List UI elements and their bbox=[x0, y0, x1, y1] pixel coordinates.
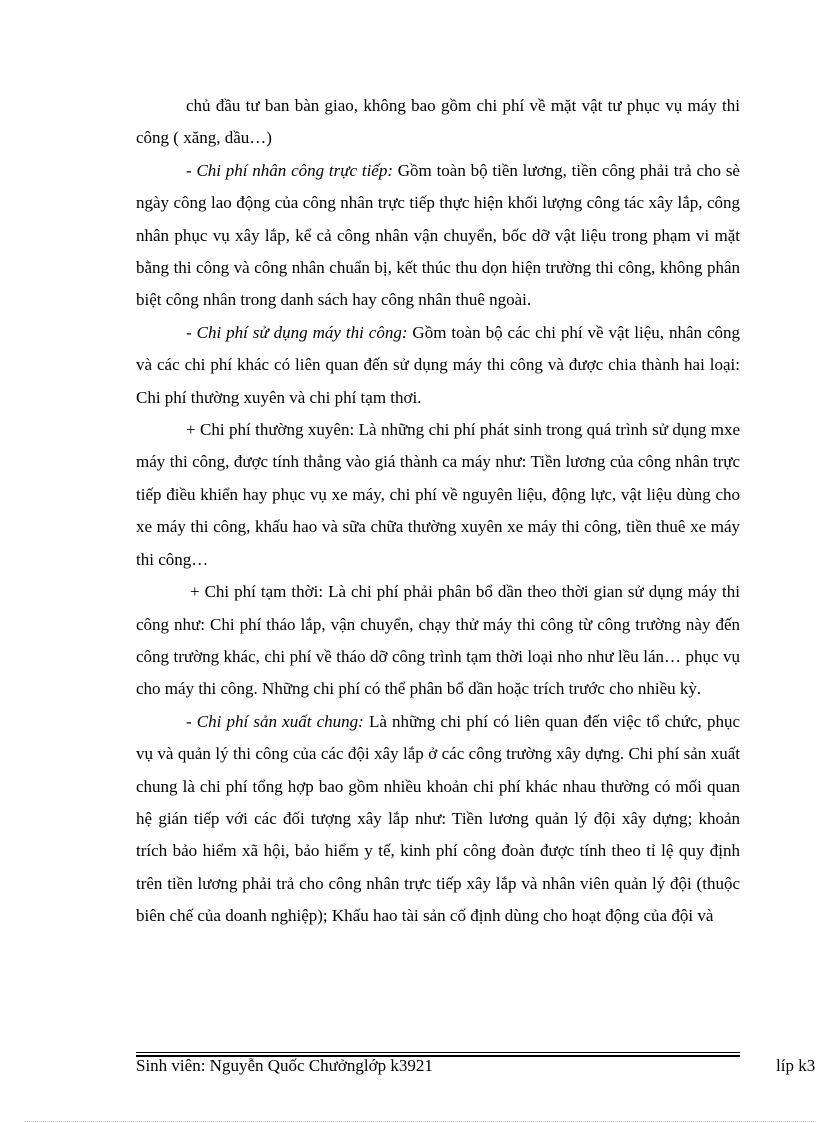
paragraph-2-text: Gồm toàn bộ tiền lương, tiền công phải trả cho sè ngày công lao động của công nhân trực tiếp thực hiện khối lượng công tác xây lắp, công nhân phục vụ xây lắp, kể cả công nhân vận chuyển, bốc dỡ vật liệu trong phạm vi mặt bằng thi công và công nhân chuẩn bị, kết thúc thu dọn hiện trường thi công, không phân biệt công nhân trong danh sách hay công nhân thuê ngoài. bbox=[136, 160, 740, 310]
paragraph-5-text: + Chi phí tạm thời: Là chi phí phải phân bổ dần theo thời gian sử dụng máy thi công như: Chi phí tháo lắp, vận chuyển, chạy thử máy thi công từ công trường này đến công trường khác, chi phí về tháo dỡ công trình tạm thời loại nho như lều lán… phục vụ cho máy thi công. Những chi phí có thể phân bổ dần hoặc trích trước cho nhiều kỳ. bbox=[136, 582, 740, 699]
paragraph-4 bbox=[136, 414, 740, 576]
paragraph-3-label: - Chi phí sử dụng máy thi công: bbox=[186, 322, 408, 342]
paragraph-2-label: - Chi phí nhân công trực tiếp: bbox=[186, 160, 393, 180]
paragraph-6-label: - Chi phí sản xuất chung: bbox=[186, 711, 364, 731]
paragraph-2 bbox=[136, 155, 740, 317]
paragraph-4-text: + Chi phí thường xuyên: Là những chi phí phát sinh trong quá trình sử dụng mxe máy thi công, được tính thẳng vào giá thành ca máy như: Tiền lương của công nhân trực tiếp điều khiển hay phục vụ xe máy, chi phí về nguyên liệu, động lực, vật liệu dùng cho xe máy thi công, khấu hao và sữa chữa thường xuyên xe máy thi công, tiền thuê xe máy thi công… bbox=[136, 420, 740, 569]
document-body bbox=[136, 90, 740, 933]
paragraph-3-text: Gồm toàn bộ các chi phí về vật liệu, nhân công và các chi phí khác có liên quan đến sử dụng máy thi công và được chia thành hai loại: Chi phí thường xuyên và chi phí tạm thơi. bbox=[136, 322, 741, 407]
paragraph-5 bbox=[136, 576, 740, 706]
paragraph-6-text: Là những chi phí có liên quan đến việc tổ chức, phục vụ và quản lý thi công của các đội xây lắp ở các công trường xây dựng. Chi phí sản xuất chung là chi phí tổng hợp bao gồm nhiều khoản chi phí khác nhau thường có mối quan hệ gián tiếp với các đối tượng xây lắp như: Tiền lương quản lý đội xây dựng; khoản trích bảo hiểm xã hội, bảo hiểm y tế, kinh phí công đoàn được tính theo tỉ lệ quy định trên tiền lương phải trả cho công nhân trực tiếp xây lắp và nhân viên quản lý đội (thuộc biên chế của doanh nghiệp); Khấu hao tài sản cố định dùng cho hoạt động của đội và bbox=[136, 711, 740, 926]
paragraph-1-text: chủ đầu tư ban bàn giao, không bao gồm chi phí về mặt vật tư phục vụ máy thi công ( xăng, dầu…) bbox=[136, 96, 740, 148]
paragraph-6 bbox=[136, 706, 740, 933]
footer-class-label: líp k3 bbox=[776, 1056, 816, 1075]
paragraph-1 bbox=[136, 90, 740, 155]
paragraph-3 bbox=[136, 317, 740, 414]
footer-rule-thin bbox=[136, 1052, 740, 1053]
footer-student-info: Sinh viên: Nguyễn Quốc Chưởnglớp k3921 bbox=[136, 1056, 433, 1075]
page-bottom-border bbox=[24, 1121, 816, 1122]
